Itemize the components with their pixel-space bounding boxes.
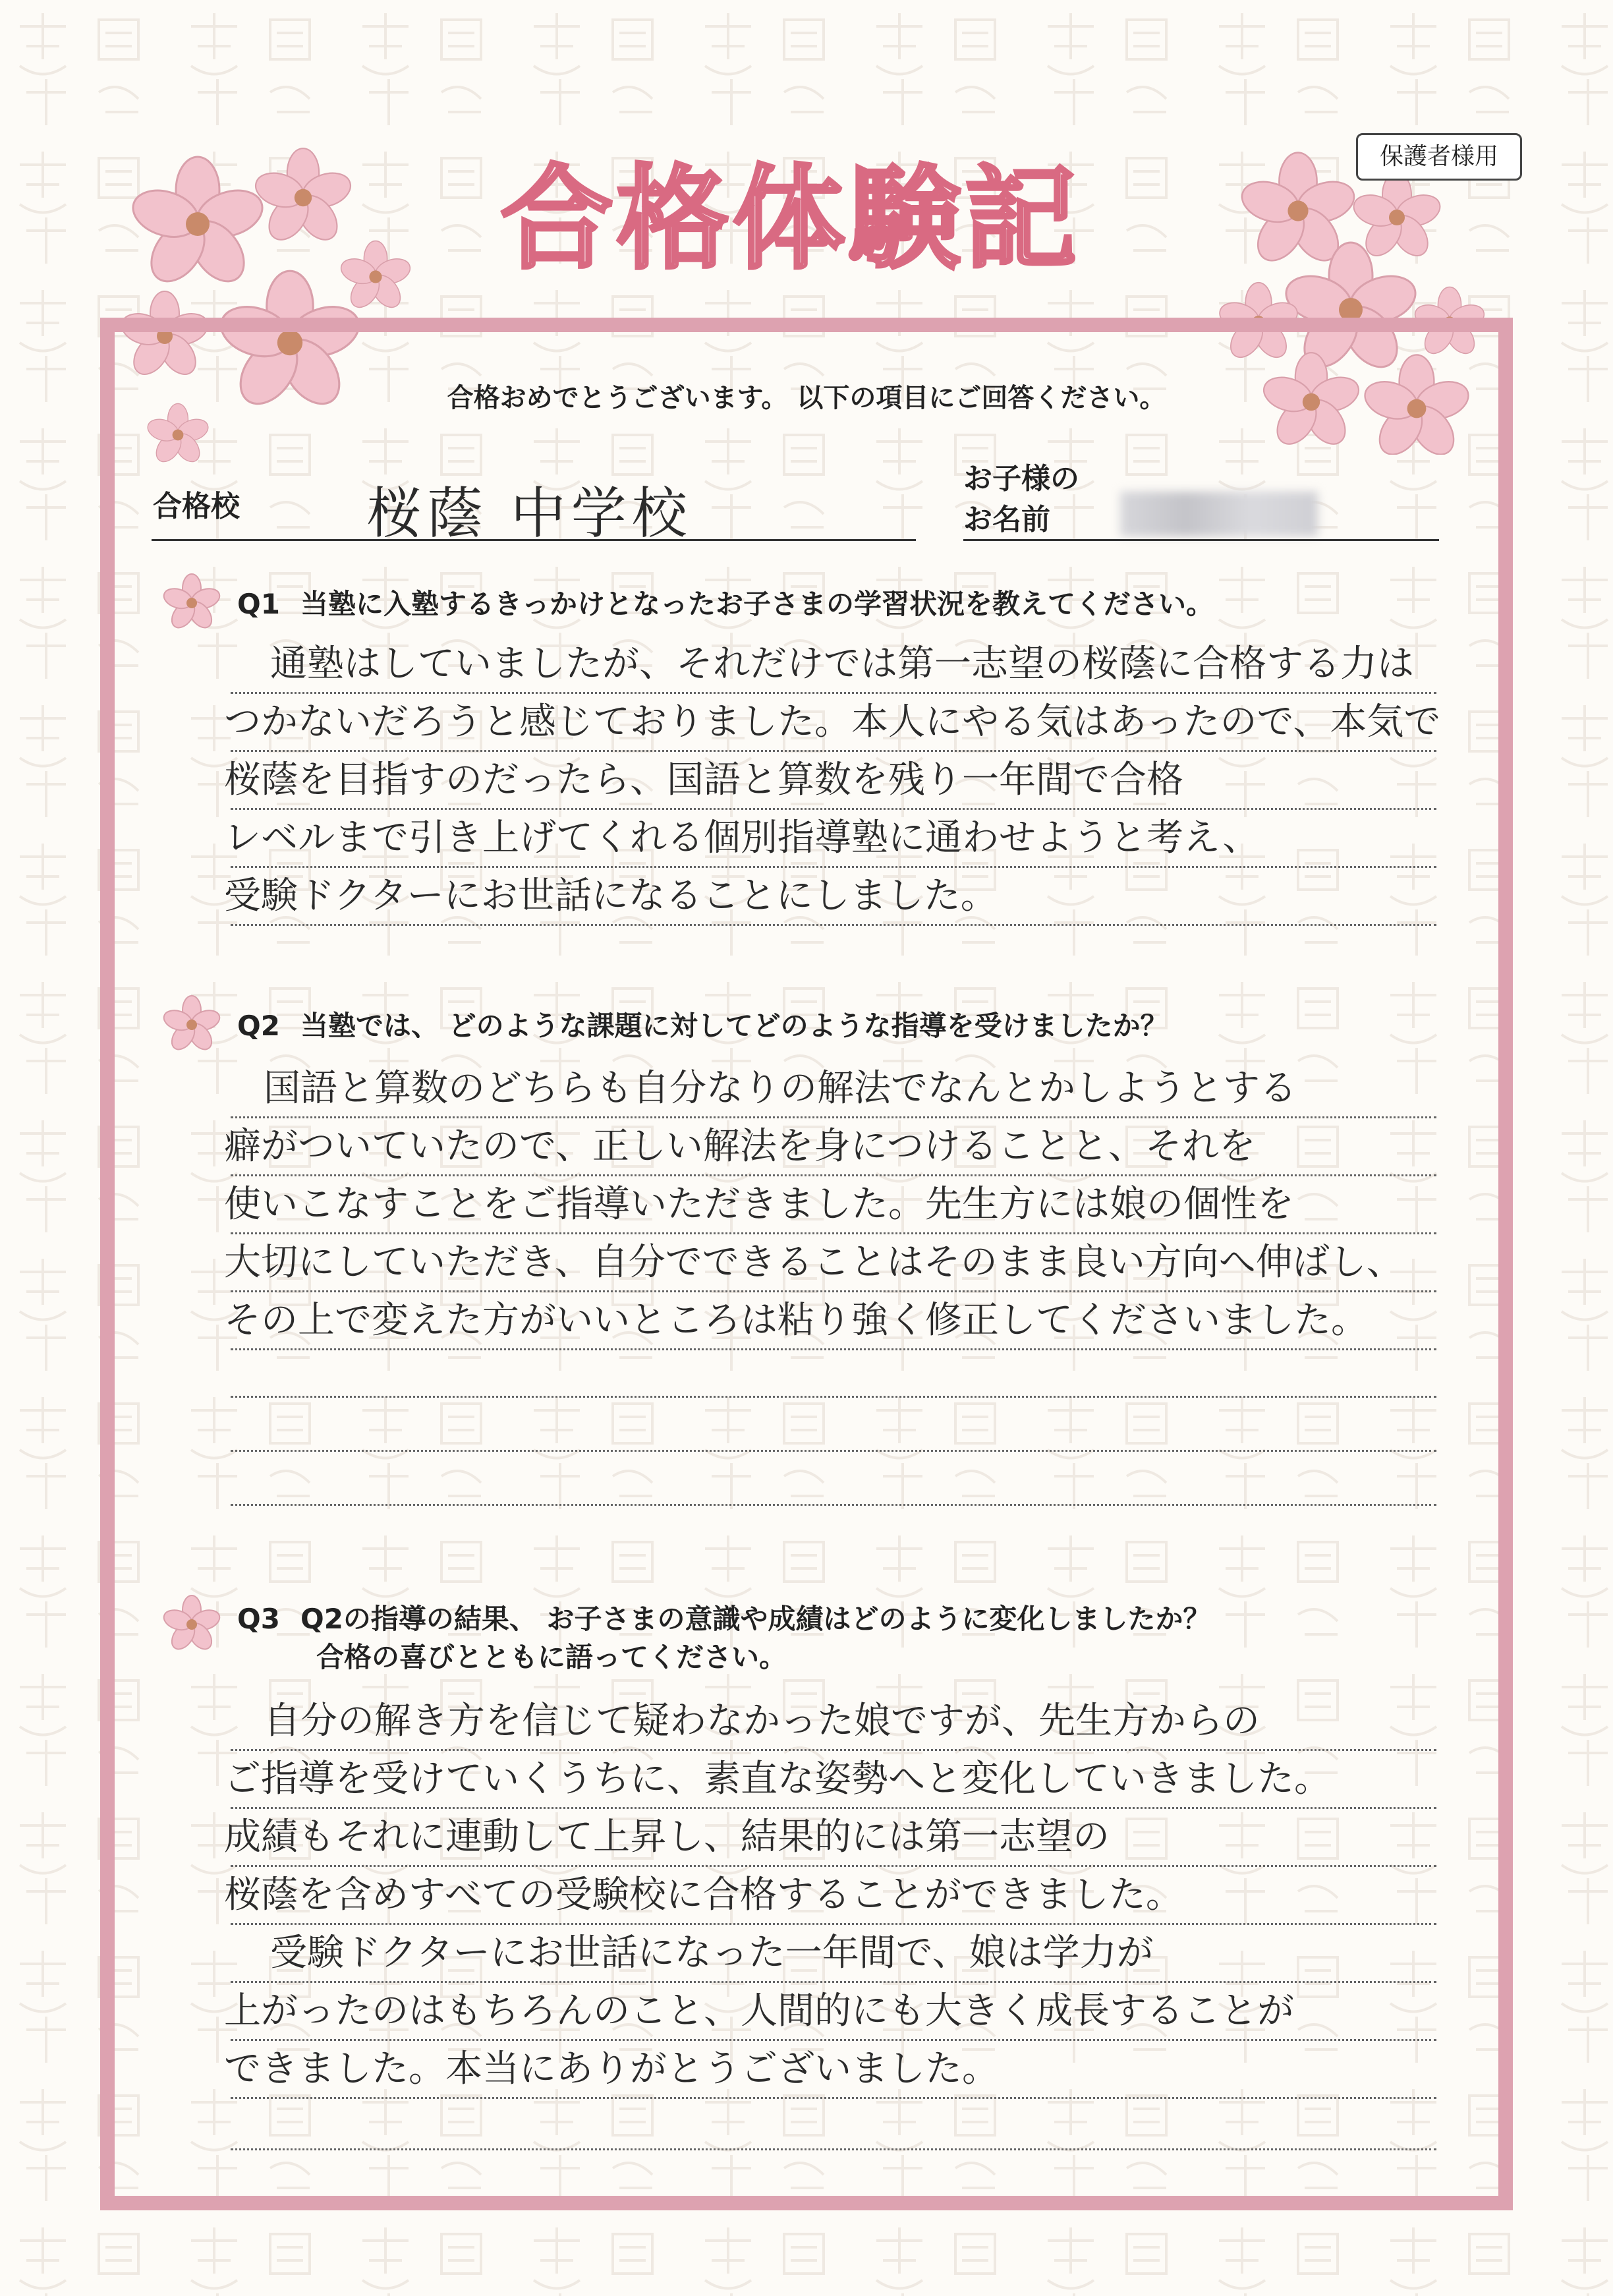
ruled-line xyxy=(231,692,1436,694)
q2-answer-line: 大切にしていただき、自分でできることはそのまま良い方向へ伸ばし、 xyxy=(224,1241,1403,1284)
q1-number: Q1 xyxy=(237,588,280,620)
page-title: 合格体験記 xyxy=(501,153,1081,285)
q3-number: Q3 xyxy=(237,1603,280,1635)
school-value: 桜蔭 中学校 xyxy=(366,481,693,546)
q2-bullet-icon xyxy=(156,989,228,1061)
q2-answer xyxy=(224,1060,1450,1350)
ruled-line xyxy=(231,2039,1436,2041)
q2-question: 当塾では、 どのような課題に対してどのような指導を受けましたか？ xyxy=(300,1010,1168,1042)
q1-answer xyxy=(224,635,1450,925)
school-underline xyxy=(152,539,916,541)
child-name-redacted xyxy=(1120,492,1318,536)
q1-answer-line: つかないだろうと感じておりました。本人にやる気はあったので、本気で xyxy=(224,701,1441,743)
child-name-label-line1: お子様の xyxy=(963,462,1079,496)
ruled-line xyxy=(231,2148,1436,2150)
school-label: 合格校 xyxy=(153,490,240,523)
child-name-underline xyxy=(963,539,1439,541)
ruled-line xyxy=(231,2097,1436,2099)
q1-question: 当塾に入塾するきっかけとなったお子さまの学習状況を教えてください。 xyxy=(300,588,1214,620)
q2-heading xyxy=(237,1007,1168,1045)
guardian-badge: 保護者様用 xyxy=(1356,133,1522,181)
q3-answer-line: 桜蔭を含めすべての受験校に合格することができました。 xyxy=(224,1874,1183,1916)
q3-heading xyxy=(237,1600,1211,1677)
ruled-line xyxy=(231,1749,1436,1751)
ruled-line xyxy=(231,866,1436,868)
ruled-line xyxy=(231,1807,1436,1809)
q1-answer-line: 桜蔭を目指すのだったら、国語と算数を残り一年間で合格 xyxy=(224,759,1183,801)
q2-answer-line: 使いこなすことをご指導いただきました。先生方には娘の個性を xyxy=(224,1183,1294,1226)
ruled-line xyxy=(231,750,1436,752)
ruled-line xyxy=(231,1348,1436,1350)
q3-answer-line: 受験ドクターにお世話になった一年間で、娘は学力が xyxy=(270,1932,1154,1974)
q3-answer-line: ご指導を受けていくうちに、素直な姿勢へと変化していきました。 xyxy=(224,1758,1331,1800)
q3-answer-line: 成績もそれに連動して上昇し、結果的には第一志望の xyxy=(224,1816,1110,1858)
ruled-line xyxy=(231,1450,1436,1452)
ruled-line xyxy=(231,1116,1436,1118)
q1-heading xyxy=(237,585,1214,623)
ruled-line xyxy=(231,1174,1436,1176)
q2-number: Q2 xyxy=(237,1010,280,1042)
ruled-line xyxy=(231,1504,1436,1506)
ruled-line xyxy=(231,1865,1436,1867)
q3-question-line2: 合格の喜びとともに語ってください。 xyxy=(316,1641,787,1673)
q3-answer xyxy=(224,1692,1450,2098)
q3-answer-line: できました。本当にありがとうございました。 xyxy=(224,2048,999,2090)
q3-question: Q2の指導の結果、 お子さまの意識や成績はどのように変化しましたか？ xyxy=(300,1603,1211,1635)
q1-answer-line: 受験ドクターにお世話になることにしました。 xyxy=(224,875,998,917)
q1-answer-line: レベルまで引き上げてくれる個別指導塾に通わせようと考え、 xyxy=(224,817,1260,859)
ruled-line xyxy=(231,1981,1436,1983)
ruled-line xyxy=(231,1290,1436,1292)
intro-text: 合格おめでとうございます。 以下の項目にご回答ください。 xyxy=(447,383,1166,413)
ruled-line xyxy=(231,924,1436,926)
ruled-line xyxy=(231,1923,1436,1925)
q1-bullet-icon xyxy=(156,567,228,639)
q2-answer-line: 癖がついていたので、正しい解法を身につけることと、それを xyxy=(224,1125,1256,1168)
ruled-line xyxy=(231,1232,1436,1234)
q3-answer-line: 自分の解き方を信じて疑わなかった娘ですが、先生方からの xyxy=(264,1700,1260,1742)
ruled-line xyxy=(231,808,1436,810)
q1-answer-line: 通塾はしていましたが、それだけでは第一志望の桜蔭に合格する力は xyxy=(270,643,1414,685)
ruled-line xyxy=(231,1396,1436,1398)
q3-answer-line: 上がったのはもちろんのこと、人間的にも大きく成長することが xyxy=(224,1990,1294,2032)
q2-answer-line: 国語と算数のどちらも自分なりの解法でなんとかしようとする xyxy=(264,1067,1297,1110)
child-name-label-line2: お名前 xyxy=(963,503,1050,536)
q3-bullet-icon xyxy=(156,1588,228,1661)
q2-answer-line: その上で変えた方がいいところは粘り強く修正してくださいました。 xyxy=(224,1299,1368,1342)
